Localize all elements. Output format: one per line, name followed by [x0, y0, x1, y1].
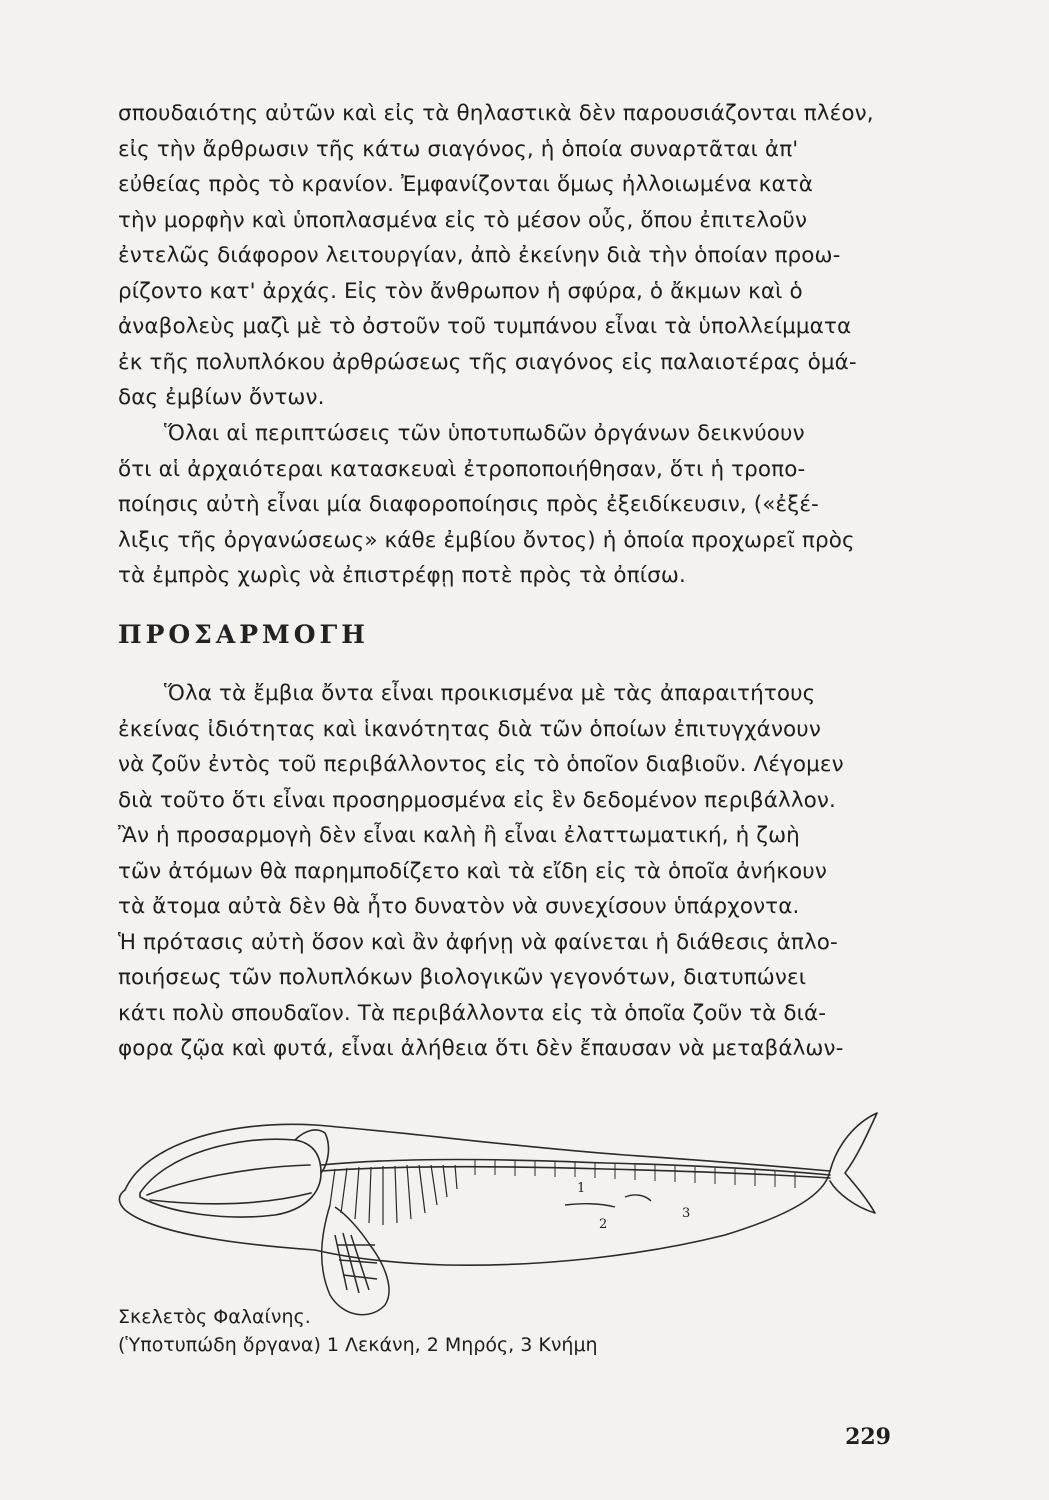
- text-line: τὰ ἐμπρὸς χωρὶς νὰ ἐπιστρέφῃ ποτὲ πρὸς τὰ ὀπίσω.: [118, 563, 686, 588]
- text-line: Ἡ πρότασις αὐτὴ ὅσον καὶ ἂν ἀφήνῃ νὰ φαίνεται ἡ διάθεσις ἁπλο-: [118, 929, 838, 955]
- caption-legend: (Ὑποτυπώδη ὄργανα) 1 Λεκάνη, 2 Μηρός, 3 Κνήμη: [118, 1334, 598, 1356]
- whale-body-outline: [119, 1124, 830, 1265]
- section-heading: ΠΡΟΣΑΡΜΟΓΗ: [118, 620, 369, 649]
- vestigial-bones: [565, 1195, 651, 1207]
- text-line: εἰς τὴν ἄρθρωσιν τῆς κάτω σιαγόνος, ἡ ὁποία συναρτᾶται ἀπ': [118, 136, 799, 162]
- text-line: ἐκ τῆς πολυπλόκου ἀρθρώσεως τῆς σιαγόνος εἰς παλαιοτέρας ὁμά-: [118, 349, 857, 375]
- text-line: δας ἐμβίων ὄντων.: [118, 385, 325, 410]
- page-number: 229: [845, 1424, 891, 1450]
- text-line: τῶν ἀτόμων θὰ παρημποδίζετο καὶ τὰ εἴδη εἰς τὰ ὁποῖα ἀνήκουν: [118, 858, 827, 884]
- ribs: [330, 1165, 457, 1225]
- figure-label-2: 2: [599, 1217, 608, 1232]
- whale-skeleton-illustration: [85, 1085, 885, 1325]
- text-line: διὰ τοῦτο ὅτι εἶναι προσηρμοσμένα εἰς ἓν δεδομένον περιβάλλον.: [118, 787, 836, 813]
- flipper: [322, 1205, 389, 1315]
- text-line: σπουδαιότης αὐτῶν καὶ εἰς τὰ θηλαστικὰ δὲν παρουσιάζονται πλέον,: [118, 101, 874, 126]
- text-line: εὐθείας πρὸς τὸ κρανίον. Ἐμφανίζονται ὅμως ἠλλοιωμένα κατὰ: [118, 172, 814, 197]
- text-line: Ὅλα τὰ ἔμβια ὄντα εἶναι προικισμένα μὲ τὰς ἀπαραιτήτους: [164, 681, 816, 706]
- text-line: τὰ ἄτομα αὐτὰ δὲν θὰ ἦτο δυνατὸν νὰ συνεχίσουν ὑπάρχοντα.: [118, 894, 800, 919]
- text-line: ὅτι αἱ ἀρχαιότεραι κατασκευαὶ ἐτροποποιήθησαν, ὅτι ἡ τροπο-: [118, 456, 806, 482]
- text-line: ποίησις αὐτὴ εἶναι μία διαφοροποίησις πρὸς ἐξειδίκευσιν, («ἐξέ-: [118, 492, 819, 517]
- tail-fluke: [830, 1113, 877, 1213]
- skull-outline: [140, 1139, 321, 1217]
- paragraph-vestigial-organs: [118, 416, 908, 594]
- text-line: νὰ ζοῦν ἐντὸς τοῦ περιβάλλοντος εἰς τὸ ὁποῖον διαβιοῦν. Λέγομεν: [118, 752, 844, 777]
- text-line: ἀναβολεὺς μαζὶ μὲ τὸ ὀστοῦν τοῦ τυμπάνου εἶναι τὰ ὑπολλείμματα: [118, 314, 852, 339]
- text-line: τὴν μορφὴν καὶ ὑποπλασμένα εἰς τὸ μέσον οὖς, ὅπου ἐπιτελοῦν: [118, 207, 808, 233]
- text-line: λιξις τῆς ὀργανώσεως» κάθε ἐμβίου ὄντος) ἡ ὁποία προχωρεῖ πρὸς: [118, 527, 855, 553]
- text-line: κάτι πολὺ σπουδαῖον. Τὰ περιβάλλοντα εἰς τὰ ὁποῖα ζοῦν τὰ διά-: [118, 1000, 827, 1026]
- text-line: Ἂν ἡ προσαρμογὴ δὲν εἶναι καλὴ ἢ εἶναι ἐλαττωματική, ἡ ζωὴ: [118, 823, 800, 848]
- paragraph-adaptation: [118, 676, 908, 1067]
- text-line: ἐκείνας ἰδιότητας καὶ ἱκανότητας διὰ τῶν ὁποίων ἐπιτυγχάνουν: [118, 716, 821, 742]
- text-line: ποιήσεως τῶν πολυπλόκων βιολογικῶν γεγονότων, διατυπώνει: [118, 965, 807, 990]
- caption-title: Σκελετὸς Φαλαίνης.: [118, 1306, 311, 1328]
- figure-caption: [118, 1303, 818, 1359]
- text-line: φορα ζῷα καὶ φυτά, εἶναι ἀλήθεια ὅτι δὲν ἔπαυσαν νὰ μεταβάλων-: [118, 1036, 844, 1061]
- figure-label-3: 3: [682, 1206, 691, 1221]
- paragraph-continuation: [118, 96, 908, 416]
- figure-label-1: 1: [577, 1181, 586, 1196]
- text-line: ἐντελῶς διάφορον λειτουργίαν, ἀπὸ ἐκείνην διὰ τὴν ὁποίαν προω-: [118, 243, 841, 268]
- text-line: Ὅλαι αἱ περιπτώσεις τῶν ὑποτυπωδῶν ὀργάνων δεικνύουν: [164, 421, 805, 446]
- text-line: ρίζοντο κατ' ἀρχάς. Εἰς τὸν ἄνθρωπον ἡ σφύρα, ὁ ἄκμων καὶ ὁ: [118, 278, 803, 304]
